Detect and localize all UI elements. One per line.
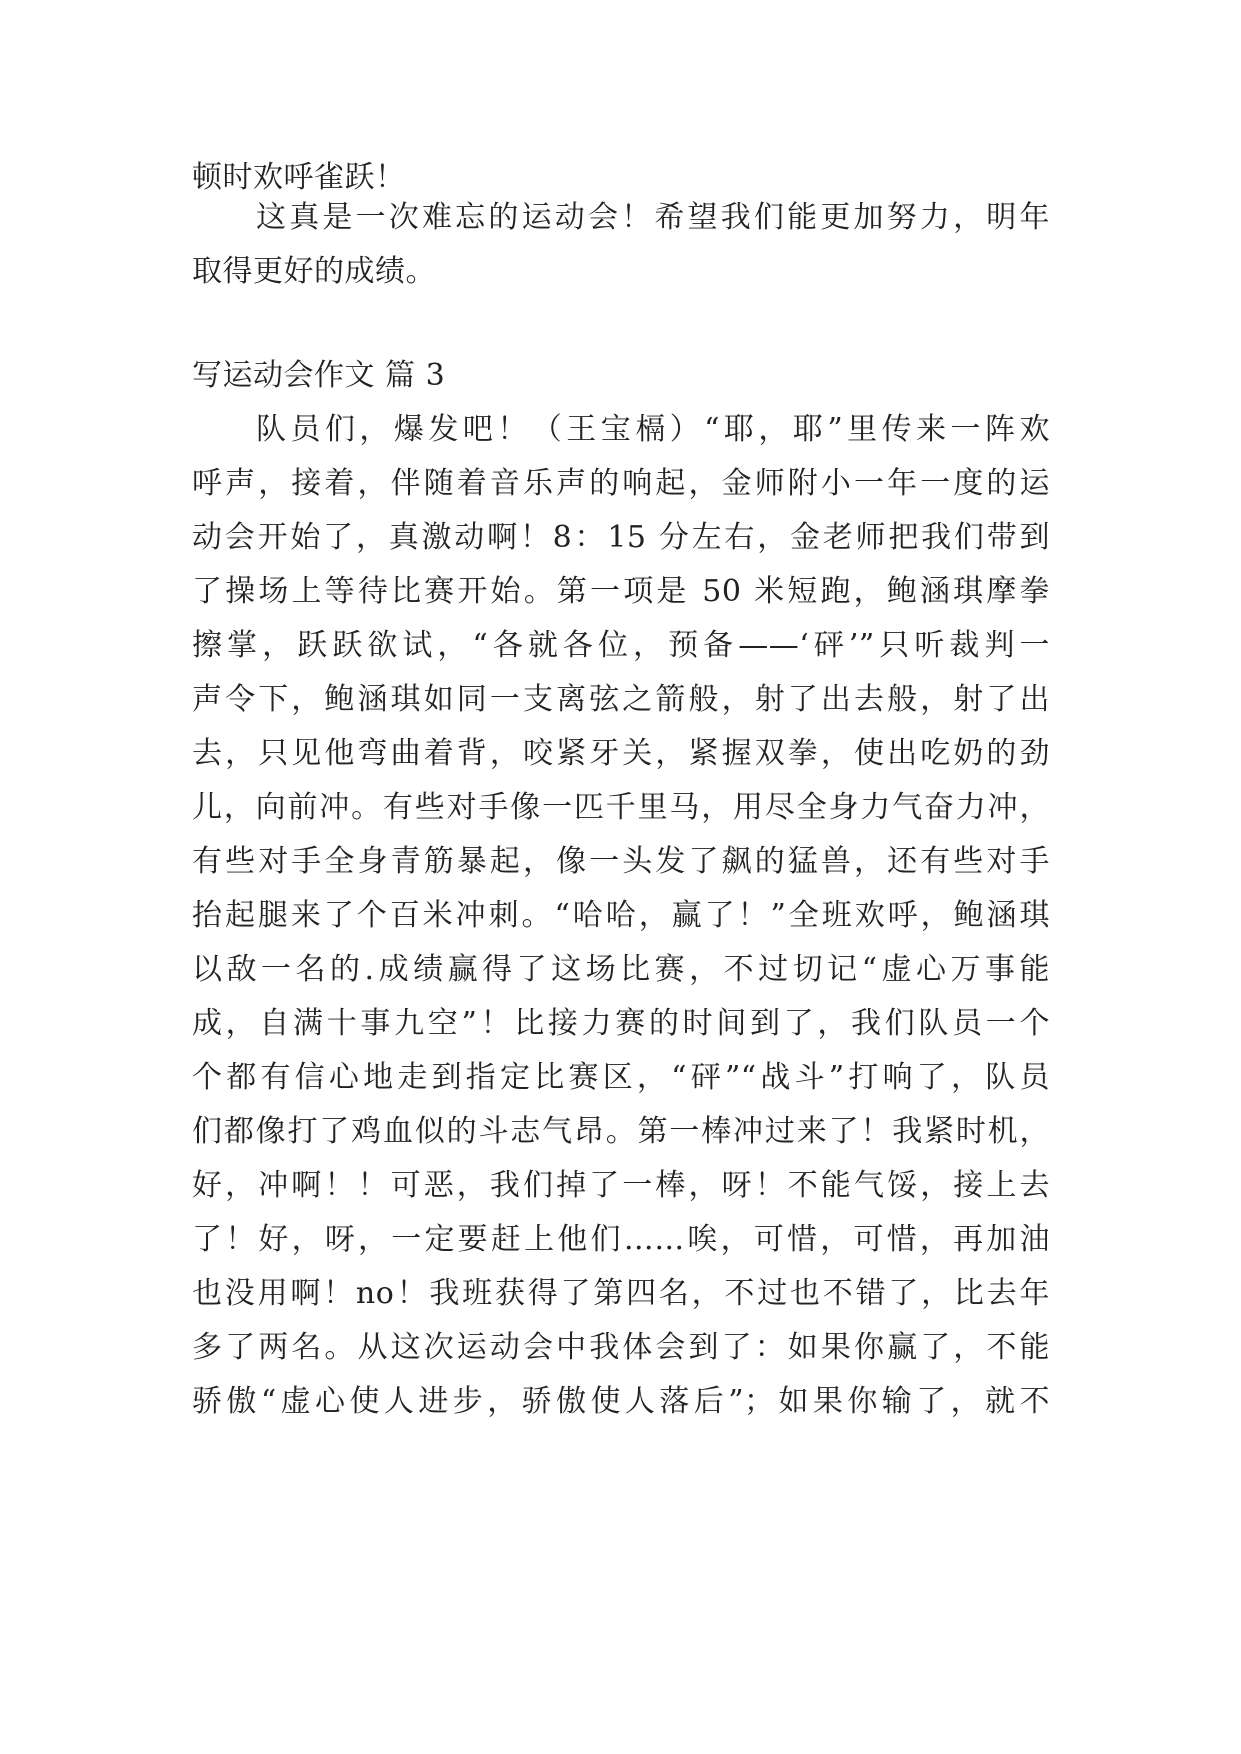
paragraph-line: 声令下，鲍涵琪如同一支离弦之箭般，射了出去般，射了出: [192, 682, 1050, 717]
paragraph-line: 了！好，呀，一定要赶上他们……唉，可惜，可惜，再加油: [192, 1222, 1050, 1257]
paragraph-line: 呼声，接着，伴随着音乐声的响起，金师附小一年一度的运: [192, 466, 1050, 501]
paragraph-line: 以敌一名的.成绩赢得了这场比赛，不过切记“虚心万事能: [192, 952, 1050, 987]
section-heading: 写运动会作文 篇 3: [192, 358, 446, 393]
paragraph-line: 个都有信心地走到指定比赛区，“砰”“战斗”打响了，队员: [192, 1060, 1050, 1095]
paragraph-line: 这真是一次难忘的运动会！希望我们能更加努力，明年: [256, 200, 1050, 235]
paragraph-line: 多了两名。从这次运动会中我体会到了：如果你赢了，不能: [192, 1330, 1050, 1365]
paragraph-line: 成，自满十事九空”！比接力赛的时间到了，我们队员一个: [192, 1006, 1050, 1041]
paragraph-line: 有些对手全身青筋暴起，像一头发了飙的猛兽，还有些对手: [192, 844, 1050, 879]
paragraph-line: 抬起腿来了个百米冲刺。“哈哈，赢了！”全班欢呼，鲍涵琪: [192, 898, 1050, 933]
paragraph-line: 好，冲啊！！可恶，我们掉了一棒，呀！不能气馁，接上去: [192, 1168, 1050, 1203]
paragraph-line: 顿时欢呼雀跃！: [192, 160, 406, 195]
paragraph-line: 儿，向前冲。有些对手像一匹千里马，用尽全身力气奋力冲，: [192, 790, 1050, 825]
paragraph-line: 去，只见他弯曲着背，咬紧牙关，紧握双拳，使出吃奶的劲: [192, 736, 1050, 771]
paragraph-line: 队员们，爆发吧！（王宝槅）“耶，耶”里传来一阵欢: [256, 412, 1050, 447]
paragraph-line: 骄傲“虚心使人进步，骄傲使人落后”；如果你输了，就不: [192, 1384, 1050, 1419]
paragraph-line: 动会开始了，真激动啊！8：15 分左右，金老师把我们带到: [192, 520, 1050, 555]
paragraph-line: 也没用啊！no！我班获得了第四名，不过也不错了，比去年: [192, 1276, 1050, 1311]
paragraph-line: 了操场上等待比赛开始。第一项是 50 米短跑，鲍涵琪摩拳: [192, 574, 1050, 609]
paragraph-line: 取得更好的成绩。: [192, 254, 436, 289]
paragraph-line: 擦掌，跃跃欲试，“各就各位，预备——‘砰’”只听裁判一: [192, 628, 1050, 663]
paragraph-line: 们都像打了鸡血似的斗志气昂。第一棒冲过来了！我紧时机，: [192, 1114, 1050, 1149]
